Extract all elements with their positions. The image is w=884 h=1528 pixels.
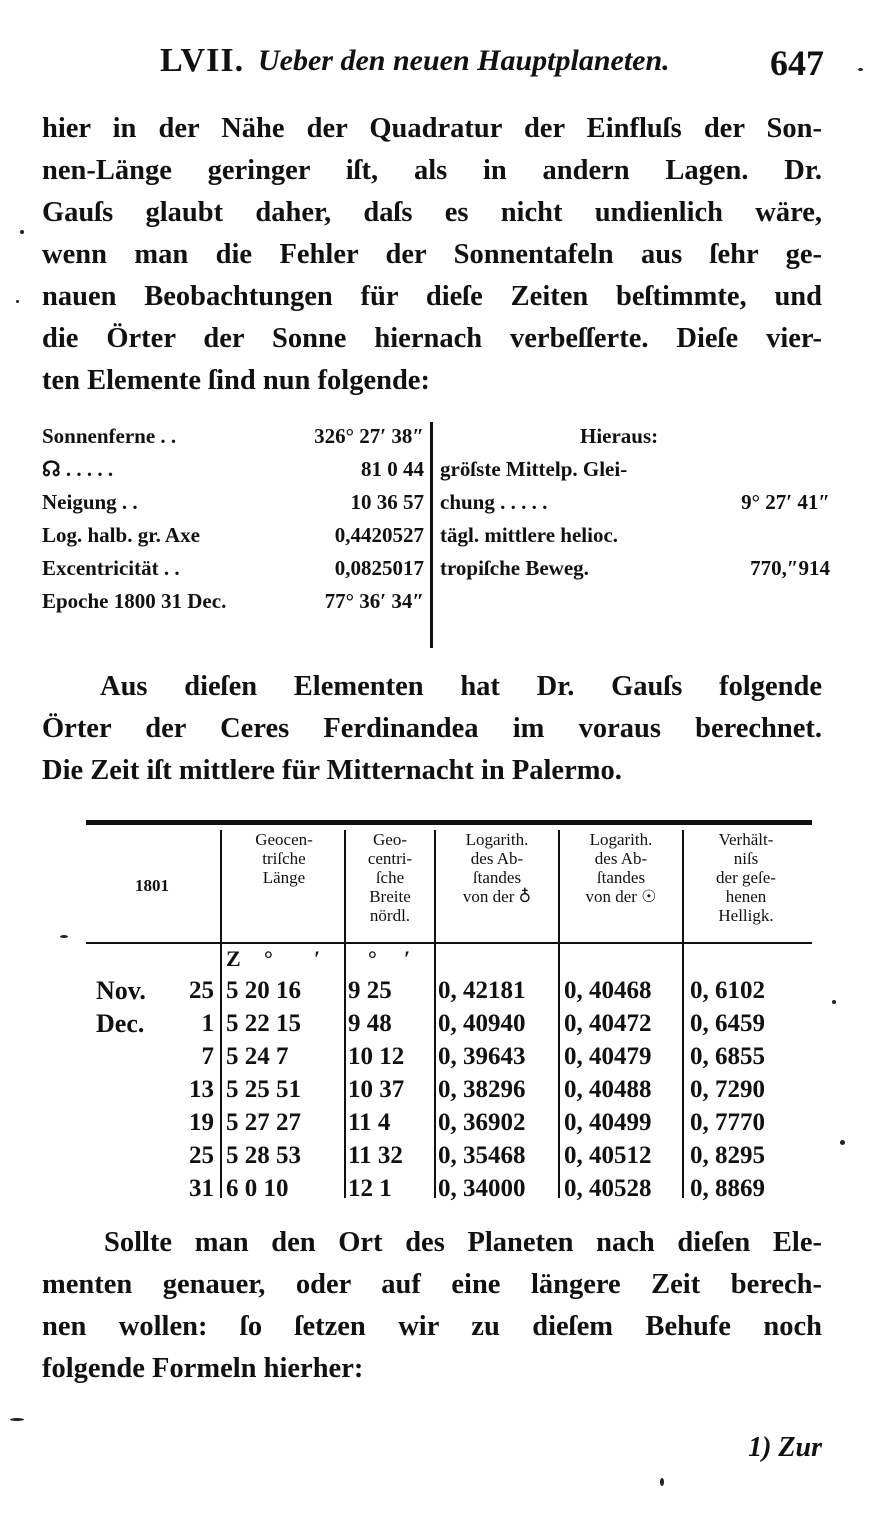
header-text: des Ab- bbox=[470, 849, 524, 868]
element-name: gröſste Mittelp. Glei- bbox=[440, 457, 628, 481]
element-row bbox=[42, 486, 430, 519]
element-name: chung . . . . . bbox=[440, 490, 548, 514]
element-value: 9° 27′ 41″ bbox=[741, 490, 830, 514]
element-value: 770,″914 bbox=[750, 556, 830, 580]
element-row bbox=[440, 519, 832, 552]
element-name: tropiſche Beweg. bbox=[440, 556, 589, 580]
text-line: ten Elemente ſind nun folgende: bbox=[42, 365, 430, 396]
cell-log-sun-distance: 0, 40472 bbox=[564, 1010, 652, 1037]
text-line: nen-Länge geringer iſt, als in andern Lagen. Dr. bbox=[42, 155, 822, 186]
chapter-number: LVII. bbox=[160, 42, 245, 79]
cell-geocentric-latitude: 12 1 bbox=[348, 1175, 392, 1202]
cell-month: Nov. bbox=[96, 976, 146, 1005]
paragraph-ephemeris-intro bbox=[42, 666, 822, 792]
cell-geocentric-longitude: 5 20 16 bbox=[226, 977, 301, 1004]
table-row bbox=[86, 1007, 812, 1040]
element-row bbox=[440, 420, 832, 453]
scan-speck bbox=[832, 1000, 836, 1004]
text-line: nauen Beobachtungen für dieſe Zeiten beſtimmte, und bbox=[42, 281, 822, 312]
cell-log-earth-distance: 0, 38296 bbox=[438, 1076, 526, 1103]
cell-log-sun-distance: 0, 40528 bbox=[564, 1175, 652, 1202]
element-row bbox=[42, 519, 430, 552]
element-row bbox=[42, 552, 430, 585]
cell-brightness-ratio: 0, 6855 bbox=[690, 1043, 765, 1070]
header-text: Verhält- bbox=[718, 830, 774, 849]
table-column-rule bbox=[682, 830, 684, 948]
element-row bbox=[440, 486, 832, 519]
header-log-sun-distance bbox=[562, 830, 680, 938]
header-text: 1801 bbox=[135, 876, 169, 895]
unit-sign: Z bbox=[226, 946, 241, 971]
table-row bbox=[86, 1106, 812, 1139]
cell-day: 7 bbox=[201, 1043, 214, 1070]
header-text: centri- bbox=[367, 849, 413, 868]
cell-geocentric-longitude: 5 27 27 bbox=[226, 1109, 301, 1136]
cell-log-earth-distance: 0, 36902 bbox=[438, 1109, 526, 1136]
element-value: 77° 36′ 34″ bbox=[324, 589, 424, 613]
scan-speck bbox=[16, 300, 19, 303]
text-line: die Örter der Sonne hiernach verbeſſerte. Dieſe vier- bbox=[42, 323, 822, 354]
text-line: nen wollen: ſo ſetzen wir zu dieſem Behufe noch bbox=[42, 1311, 822, 1342]
scan-speck bbox=[840, 1140, 845, 1145]
cell-geocentric-latitude: 9 25 bbox=[348, 977, 392, 1004]
cell-day: 13 bbox=[189, 1076, 214, 1103]
scan-speck bbox=[20, 230, 24, 234]
unit-degree: ° bbox=[264, 946, 273, 971]
table-row bbox=[86, 1073, 812, 1106]
paragraph-formulas-intro bbox=[42, 1222, 822, 1390]
element-row bbox=[440, 552, 832, 585]
cell-day: 25 bbox=[189, 977, 214, 1004]
cell-brightness-ratio: 0, 8869 bbox=[690, 1175, 765, 1202]
scan-speck bbox=[60, 935, 68, 938]
text-line: Örter der Ceres Ferdinandea im voraus berechnet. bbox=[42, 713, 822, 744]
header-text: niſs bbox=[733, 849, 759, 868]
cell-brightness-ratio: 0, 6459 bbox=[690, 1010, 765, 1037]
header-text: triſche bbox=[262, 849, 306, 868]
unit-degree: ° bbox=[368, 946, 377, 971]
text-line: Die Zeit iſt mittlere für Mitternacht in Palermo. bbox=[42, 755, 622, 786]
table-column-rule bbox=[344, 830, 346, 948]
elements-left-column bbox=[42, 420, 430, 618]
running-title: Ueber den neuen Hauptplaneten. bbox=[258, 44, 670, 77]
element-name: tägl. mittlere helioc. bbox=[440, 523, 619, 547]
text-line: wenn man die Fehler der Sonnentafeln aus ſehr ge- bbox=[42, 239, 822, 270]
element-row bbox=[42, 420, 430, 453]
cell-geocentric-longitude: 5 22 15 bbox=[226, 1010, 301, 1037]
cell-geocentric-latitude: 11 32 bbox=[348, 1142, 403, 1169]
cell-geocentric-longitude: 6 0 10 bbox=[226, 1175, 289, 1202]
cell-log-sun-distance: 0, 40488 bbox=[564, 1076, 652, 1103]
header-text: ſche bbox=[375, 868, 405, 887]
element-heading: Hieraus: bbox=[580, 424, 659, 448]
cell-log-earth-distance: 0, 34000 bbox=[438, 1175, 526, 1202]
table-header bbox=[86, 830, 812, 948]
header-log-earth-distance bbox=[438, 830, 556, 938]
cell-log-sun-distance: 0, 40499 bbox=[564, 1109, 652, 1136]
text-line: menten genauer, oder auf eine längere Zeit berech- bbox=[42, 1269, 822, 1300]
element-value: 0,4420527 bbox=[334, 523, 424, 547]
cell-geocentric-longitude: 5 24 7 bbox=[226, 1043, 289, 1070]
header-geocentric-longitude bbox=[224, 830, 344, 938]
element-row bbox=[42, 453, 430, 486]
catchword: 1) Zur bbox=[748, 1432, 822, 1463]
unit-minute: ′ bbox=[314, 946, 321, 971]
header-text: Logarith. bbox=[589, 830, 653, 849]
paragraph-intro bbox=[42, 108, 822, 402]
header-text: ſtandes bbox=[472, 868, 522, 887]
cell-brightness-ratio: 0, 8295 bbox=[690, 1142, 765, 1169]
table-header-rule bbox=[86, 942, 812, 944]
table-column-rule bbox=[434, 830, 436, 948]
element-value: 10 36 57 bbox=[350, 490, 424, 514]
orbital-elements bbox=[42, 420, 832, 650]
element-value: 326° 27′ 38″ bbox=[314, 424, 424, 448]
unit-row bbox=[86, 946, 812, 976]
column-divider bbox=[430, 422, 433, 648]
cell-day: 1 bbox=[201, 1010, 214, 1037]
element-value: 0,0825017 bbox=[334, 556, 424, 580]
running-header bbox=[150, 42, 824, 96]
header-brightness-ratio bbox=[686, 830, 806, 938]
cell-geocentric-latitude: 9 48 bbox=[348, 1010, 392, 1037]
element-name: Sonnenferne . . bbox=[42, 424, 177, 448]
cell-log-earth-distance: 0, 35468 bbox=[438, 1142, 526, 1169]
header-text: von der ♁ bbox=[462, 887, 532, 906]
table-row bbox=[86, 1139, 812, 1172]
element-name: Excentricität . . bbox=[42, 556, 180, 580]
header-text: der geſe- bbox=[716, 868, 776, 887]
table-column-rule bbox=[558, 830, 560, 948]
cell-geocentric-longitude: 5 25 51 bbox=[226, 1076, 301, 1103]
text-line: hier in der Nähe der Quadratur der Einfluſs der Son- bbox=[42, 113, 822, 144]
element-row bbox=[440, 453, 832, 486]
header-text: Logarith. bbox=[465, 830, 529, 849]
cell-day: 31 bbox=[189, 1175, 214, 1202]
cell-brightness-ratio: 0, 6102 bbox=[690, 977, 765, 1004]
header-text: von der ☉ bbox=[585, 887, 657, 906]
element-row bbox=[42, 585, 430, 618]
header-text: Helligk. bbox=[718, 906, 774, 925]
header-text: Geo- bbox=[373, 830, 407, 849]
cell-geocentric-latitude: 10 12 bbox=[348, 1043, 405, 1070]
elements-right-column bbox=[440, 420, 832, 585]
element-name: Epoche 1800 31 Dec. bbox=[42, 589, 227, 613]
cell-day: 25 bbox=[189, 1142, 214, 1169]
table-row bbox=[86, 974, 812, 1007]
cell-log-sun-distance: 0, 40468 bbox=[564, 977, 652, 1004]
cell-month: Dec. bbox=[96, 1009, 145, 1038]
cell-log-earth-distance: 0, 40940 bbox=[438, 1010, 526, 1037]
cell-day: 19 bbox=[189, 1109, 214, 1136]
cell-log-sun-distance: 0, 40512 bbox=[564, 1142, 652, 1169]
text-line: Gauſs glaubt daher, daſs es nicht undienlich wäre, bbox=[42, 197, 822, 228]
cell-log-earth-distance: 0, 39643 bbox=[438, 1043, 526, 1070]
header-text: Geocen- bbox=[255, 830, 313, 849]
header-geocentric-latitude bbox=[348, 830, 432, 938]
element-name: Log. halb. gr. Axe bbox=[42, 523, 200, 547]
text-line: Sollte man den Ort des Planeten nach dieſen Ele- bbox=[104, 1227, 822, 1258]
cell-log-earth-distance: 0, 42181 bbox=[438, 977, 526, 1004]
table-body bbox=[86, 974, 812, 1205]
cell-brightness-ratio: 0, 7770 bbox=[690, 1109, 765, 1136]
header-text: des Ab- bbox=[594, 849, 648, 868]
header-text: henen bbox=[725, 887, 767, 906]
scan-speck bbox=[10, 1418, 24, 1421]
table-top-rule bbox=[86, 820, 812, 825]
unit-minute: ′ bbox=[404, 946, 411, 971]
scan-speck bbox=[660, 1478, 664, 1486]
cell-log-sun-distance: 0, 40479 bbox=[564, 1043, 652, 1070]
text-line: Aus dieſen Elementen hat Dr. Gauſs folgende bbox=[100, 671, 822, 702]
page-number: 647 bbox=[770, 43, 824, 83]
element-value: 81 0 44 bbox=[361, 457, 424, 481]
table-row bbox=[86, 1172, 812, 1205]
scan-speck bbox=[858, 68, 863, 71]
table-row bbox=[86, 1040, 812, 1073]
cell-brightness-ratio: 0, 7290 bbox=[690, 1076, 765, 1103]
element-name: Neigung . . bbox=[42, 490, 138, 514]
cell-geocentric-latitude: 11 4 bbox=[348, 1109, 391, 1136]
text-line: folgende Formeln hierher: bbox=[42, 1353, 364, 1384]
header-text: Länge bbox=[262, 868, 306, 887]
cell-geocentric-longitude: 5 28 53 bbox=[226, 1142, 301, 1169]
table-column-rule bbox=[220, 830, 222, 948]
header-text: nördl. bbox=[369, 906, 411, 925]
cell-geocentric-latitude: 10 37 bbox=[348, 1076, 405, 1103]
header-text: Breite bbox=[369, 887, 411, 906]
header-text: ſtandes bbox=[596, 868, 646, 887]
element-name: ☊ . . . . . bbox=[42, 457, 114, 481]
